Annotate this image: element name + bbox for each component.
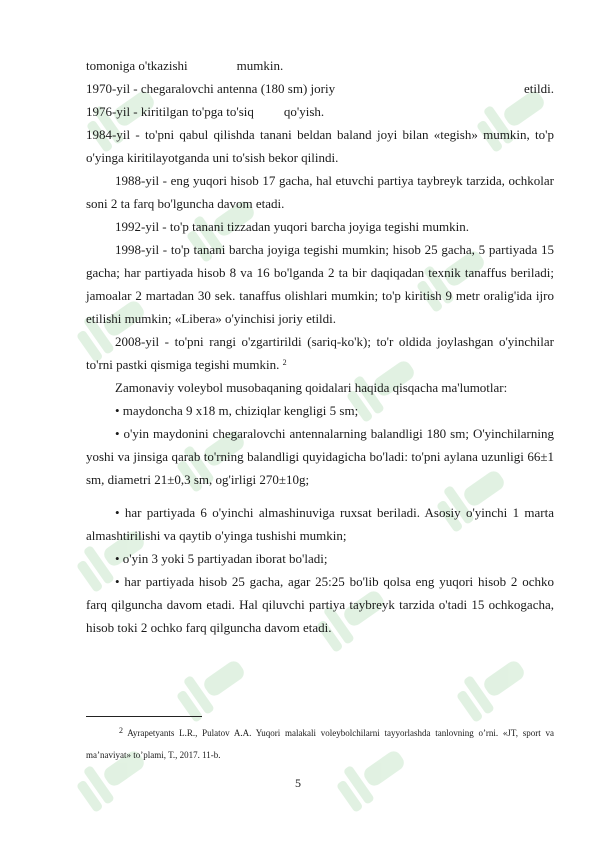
page-number: 5	[295, 776, 301, 790]
bullet-item: • maydoncha 9 x18 m, chiziqlar kengligi 5 sm;	[115, 403, 359, 418]
paragraph-1998: 1998-yil - to'p tanani barcha joyiga tegishi mumkin; hisob 25 gacha, 5 partiyada 15 gacha; har partiyada hisob 8 va 16 bo'lganda 2 ta bir daqiqadan texnik tanaffus beriladi; jamoalar 2 martadan 30 sek. tanaffus olishlari mumkin; to'p kiritish 9 metr oralig'ida ijro etilishi mumkin; «Libera» o'yinchisi joriy etildi.	[86, 242, 554, 326]
spacer	[86, 491, 554, 501]
bullet-item: • o'yin 3 yoki 5 partiyadan iborat bo'ladi;	[115, 551, 328, 566]
text-line	[86, 54, 554, 77]
bullet-item: • har partiyada hisob 25 gacha, agar 25:25 bo'lib qolsa eng yuqori hisob 2 ochko farq qilguncha davom etadi. Hal qiluvchi partiya taybreyk tarzida o'tadi 15 ochkogacha, hisob toki 2 ochko farq qilguncha davom etadi.	[86, 574, 554, 635]
footnote-separator	[86, 716, 202, 717]
bullet-item: • o'yin maydonini chegaralovchi antennalarning balandligi 180 sm; O'yinchilarning yoshi va jinsiga qarab to'rning balandligi quyidagicha bo'ladi: to'pni aylana uzunligi 66±1 sm, diametri 21±0,3 sm, og'irligi 270±10g;	[86, 426, 554, 487]
text-segment: 1970-yil - chegaralovchi antenna (180 sm) joriy	[86, 81, 336, 96]
text-segment: etildi.	[524, 81, 554, 96]
text-segment: 1976-yil - kiritilgan to'pga to'siq	[86, 104, 254, 119]
bullet-item: • har partiyada 6 o'yinchi almashinuviga ruxsat beriladi. Asosiy o'yinchi 1 marta almashtirilishi va qaytib o'yinga tushishi mumkin;	[86, 505, 554, 543]
footnote-text: Ayrapetyants L.R., Pulatov A.A. Yuqori malakali voleybolchilarni tayyorlashda tanlovning o’rni. «JT, sport va ma’naviyat» to’plami, T., 2017. 11-b.	[86, 728, 554, 760]
text-line	[86, 100, 554, 123]
footnote-marker: 2	[119, 726, 123, 735]
text-segment: qo'yish.	[283, 104, 325, 119]
text-segment: tomoniga o'tkazishi	[86, 58, 188, 73]
paragraph-1992: 1992-yil - to'p tanani tizzadan yuqori barcha joyiga tegishi mumkin.	[115, 219, 469, 234]
paragraph-1988: 1988-yil - eng yuqori hisob 17 gacha, hal etuvchi partiya taybreyk tarzida, ochkolar soni 2 ta farq bo'lguncha davom etadi.	[86, 173, 554, 211]
paragraph-2008	[86, 330, 554, 376]
text-segment: mumkin.	[236, 58, 284, 73]
paragraph-2008-text: 2008-yil - to'pni rangi o'zgartirildi (sariq-ko'k); to'r oldida joylashgan o'yinchilar to'rni pastki qismiga tegishi mumkin.	[86, 334, 554, 372]
rules-intro: Zamonaviy voleybol musobaqaning qoidalari haqida qisqacha ma'lumotlar:	[115, 380, 508, 395]
paragraph-1984: 1984-yil - to'pni qabul qilishda tanani beldan baland joyi bilan «tegish» mumkin, to'p o'yinga kiritilayotganda uni to'sish bekor qilindi.	[86, 127, 554, 165]
footnote-reference: 2	[282, 358, 287, 367]
text-line	[86, 77, 554, 100]
page-body	[86, 54, 554, 639]
footnote	[86, 722, 554, 766]
